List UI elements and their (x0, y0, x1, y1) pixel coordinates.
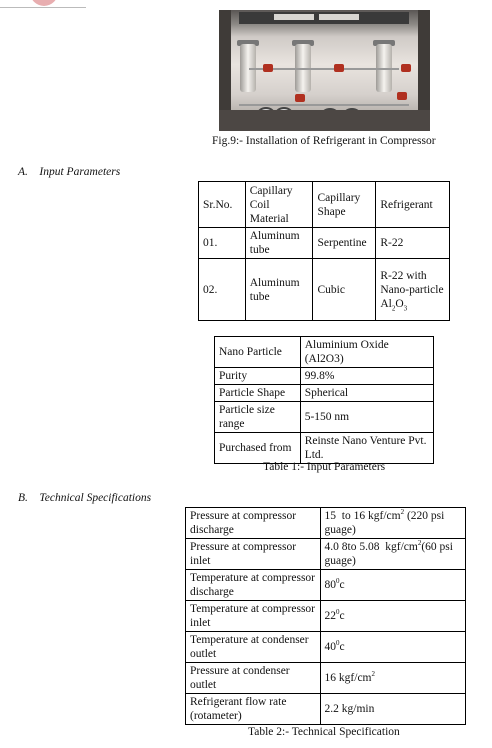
table-row (186, 539, 466, 570)
table-cell: Particle size range (215, 402, 301, 433)
figure-caption: Fig.9:- Installation of Refrigerant in Compressor (212, 135, 436, 147)
value-text: (220 psi guage) (324, 510, 445, 536)
table-cell: Aluminum tube (245, 228, 313, 259)
table-cell: Serpentine (313, 228, 376, 259)
table-header-cell: Sr.No. (199, 182, 246, 228)
table-row (215, 385, 434, 402)
superscript: 2 (371, 670, 375, 679)
spec-value (320, 539, 465, 570)
value-text: 80 (324, 579, 337, 591)
table-cell: Aluminium Oxide (Al2O3) (300, 337, 433, 368)
spec-param: Refrigerant flow rate (rotameter) (186, 694, 321, 725)
table-row (215, 337, 434, 368)
table-header-cell: Capillary Coil Material (245, 182, 313, 228)
subscript: 2 (391, 303, 396, 312)
value-text: 22 (324, 610, 337, 622)
table-cell: Particle Shape (215, 385, 301, 402)
value-text: c (339, 610, 345, 622)
spec-param: Temperature at compressor inlet (186, 601, 321, 632)
refrigeration-rig-photo (219, 10, 430, 131)
rig-base (219, 110, 430, 131)
table-row (186, 508, 466, 539)
superscript: 0 (336, 608, 340, 617)
table-row (186, 663, 466, 694)
spec-param: Temperature at condenser outlet (186, 632, 321, 663)
spec-value (320, 570, 465, 601)
refrigerant-text: R-22 with Nano-particle Al (380, 269, 444, 310)
spec-value (320, 601, 465, 632)
valve-handle (295, 94, 305, 102)
spec-value (320, 694, 465, 725)
table-cell: Aluminum tube (245, 259, 313, 321)
value-text: 4.0 8to 5.08 kgf/cm (324, 541, 418, 553)
value-text: 16 kgf/cm (324, 672, 372, 684)
table-cell: Cubic (313, 259, 376, 321)
table-cell: Purchased from (215, 433, 301, 464)
table-row (199, 259, 450, 321)
superscript: 2 (400, 508, 405, 517)
superscript: 2 (417, 539, 422, 548)
table-row (215, 433, 434, 464)
table-row (186, 570, 466, 601)
section-a-heading: A. Input Parameters (18, 166, 121, 178)
valve-handle (401, 64, 411, 72)
spec-param: Temperature at compressor discharge (186, 570, 321, 601)
value-text: 15 to 16 kgf/cm (324, 510, 401, 522)
spec-table (185, 507, 466, 725)
spec-value (320, 508, 465, 539)
table-cell: R-22 (376, 228, 450, 259)
table-row (199, 182, 450, 228)
rig-pipe (239, 104, 409, 106)
subscript: 3 (403, 303, 408, 312)
value-text: c (339, 579, 345, 591)
spec-value (320, 632, 465, 663)
rig-label-plate (319, 14, 359, 20)
table-row (186, 694, 466, 725)
nano-particle-table (214, 336, 434, 464)
valve-handle (334, 64, 344, 72)
spec-param: Pressure at compressor discharge (186, 508, 321, 539)
table-cell: 99.8% (300, 368, 433, 385)
valve-handle (263, 64, 273, 72)
value-text: c (339, 641, 345, 653)
spec-value (320, 663, 465, 694)
table-cell: Purity (215, 368, 301, 385)
table-cell: Spherical (300, 385, 433, 402)
capillary-table (198, 181, 450, 321)
value-text: 2.2 kg/min (324, 703, 375, 715)
table-2-caption: Table 2:- Technical Specification (248, 726, 400, 738)
spec-param: Pressure at condenser outlet (186, 663, 321, 694)
refrigerant-text: O (395, 297, 404, 310)
table-row (215, 368, 434, 385)
spec-param: Pressure at compressor inlet (186, 539, 321, 570)
table-header-cell: Refrigerant (376, 182, 450, 228)
table-cell-refrigerant (376, 259, 450, 321)
table-cell: 02. (199, 259, 246, 321)
table-row (186, 632, 466, 663)
table-row (199, 228, 450, 259)
valve-handle (397, 92, 407, 100)
superscript: 0 (336, 577, 340, 586)
table-cell: 5-150 nm (300, 402, 433, 433)
table-cell: 01. (199, 228, 246, 259)
table-row (186, 601, 466, 632)
table-row (215, 402, 434, 433)
superscript: 0 (336, 639, 340, 648)
table-cell: Reinste Nano Venture Pvt. Ltd. (300, 433, 433, 464)
value-text: 40 (324, 641, 337, 653)
table-header-cell: Capillary Shape (313, 182, 376, 228)
section-b-heading: B. Technical Specifications (18, 492, 152, 504)
value-text: (60 psi guage) (324, 541, 453, 567)
table-cell: Nano Particle (215, 337, 301, 368)
rig-label-plate (274, 14, 314, 20)
table-1-caption: Table 1:- Input Parameters (263, 461, 386, 473)
